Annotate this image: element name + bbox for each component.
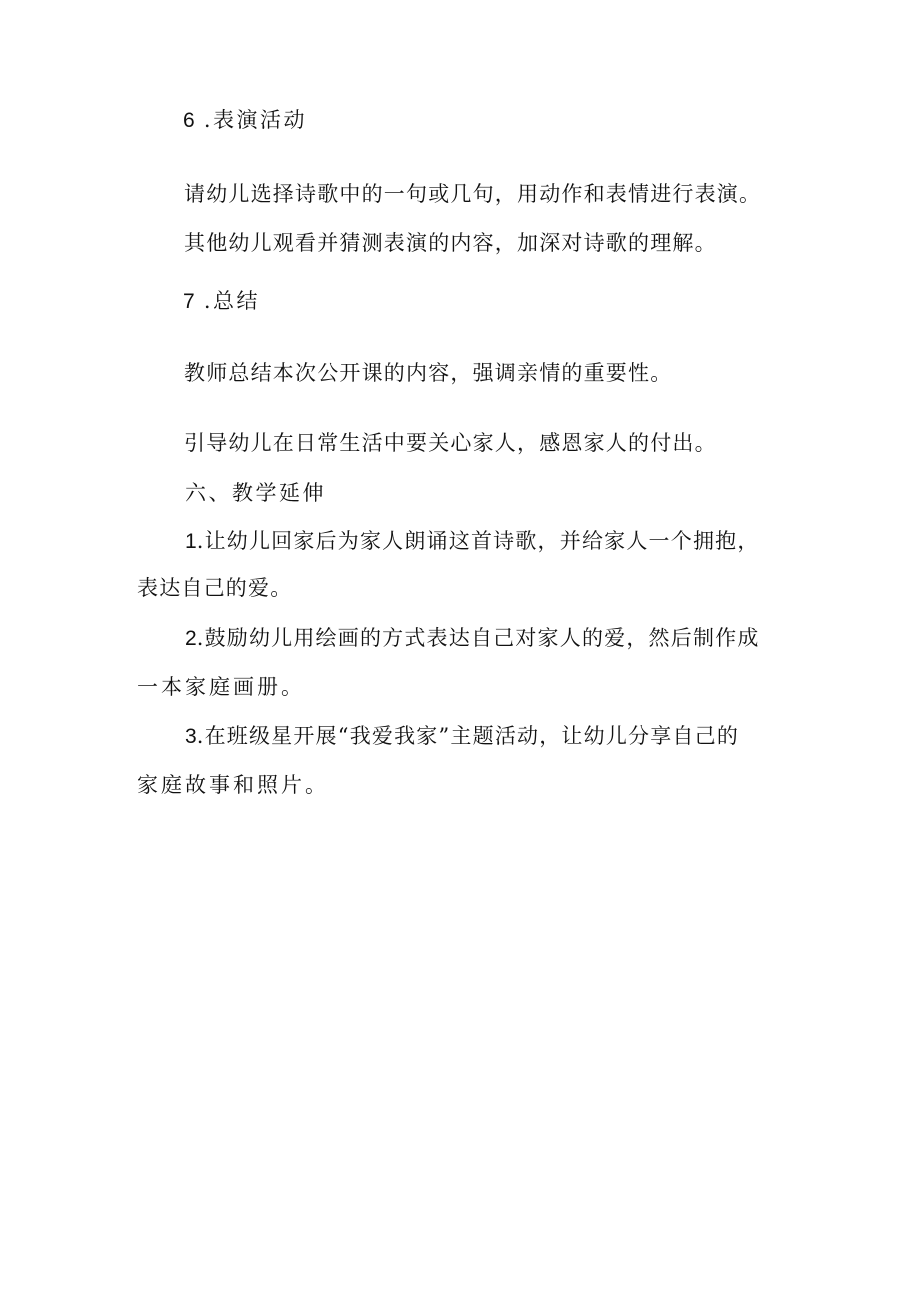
section-7-paragraph-2: 引导幼儿在日常生活中要关心家人，感恩家人的付出。 xyxy=(184,431,717,455)
list-item-1-line-1 xyxy=(185,527,760,556)
section-6-number: 6 xyxy=(183,109,195,132)
list-item-2-line-2: 一本家庭画册。 xyxy=(137,675,305,699)
list-item-2-line-1 xyxy=(185,624,760,653)
list-item-2-number: 2 xyxy=(185,627,197,650)
section-7-heading xyxy=(183,287,260,316)
list-item-1-number: 1 xyxy=(185,530,197,553)
list-item-3-number: 3 xyxy=(185,725,197,748)
section-6-title: .表演活动 xyxy=(203,108,308,132)
section-7-paragraph-1: 教师总结本次公开课的内容，强调亲情的重要性。 xyxy=(184,361,673,385)
list-item-2-text: .鼓励幼儿用绘画的方式表达自己对家人的爱，然后制作成 xyxy=(196,626,760,650)
list-item-1-line-2: 表达自己的爱。 xyxy=(137,576,293,600)
section-7-title: .总结 xyxy=(203,289,261,313)
list-item-3-line-1 xyxy=(185,722,739,751)
list-item-3-line-2: 家庭故事和照片。 xyxy=(137,773,329,797)
list-item-3-text: .在班级星开展“我爱我家”主题活动，让幼儿分享自己的 xyxy=(196,724,740,748)
section-6-paragraph-2: 其他幼儿观看并猜测表演的内容，加深对诗歌的理解。 xyxy=(184,231,717,255)
section-6-paragraph-1: 请幼儿选择诗歌中的一句或几句，用动作和表情进行表演。 xyxy=(184,182,762,206)
part-6-heading: 六、教学延伸 xyxy=(185,481,326,505)
section-7-number: 7 xyxy=(183,290,195,313)
list-item-1-text: .让幼儿回家后为家人朗诵这首诗歌，并给家人一个拥抱， xyxy=(196,529,760,553)
section-6-heading xyxy=(183,106,307,135)
